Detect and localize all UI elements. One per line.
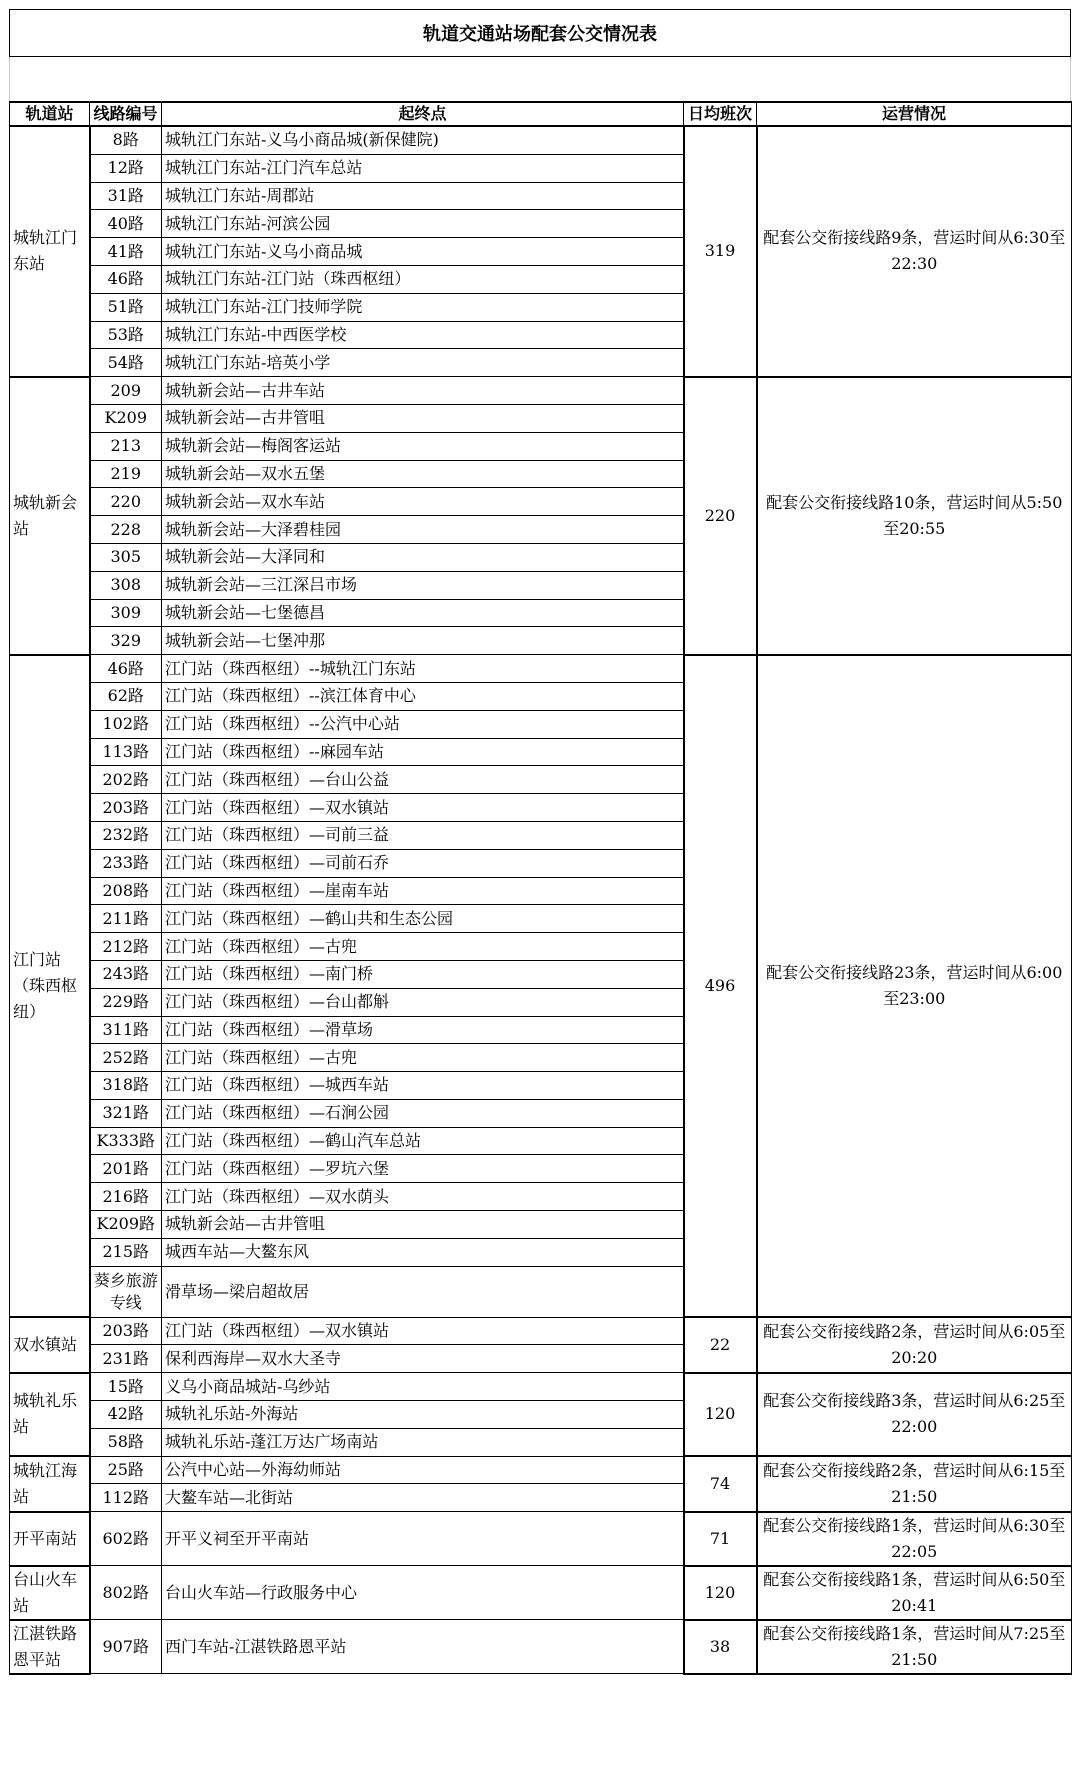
line-number-cell[interactable]: 46路	[90, 655, 162, 683]
header-route: 起终点	[162, 102, 684, 126]
table-row	[10, 655, 1072, 683]
line-number-cell[interactable]: 208路	[90, 877, 162, 905]
line-number-cell[interactable]: 233路	[90, 849, 162, 877]
route-cell[interactable]: 城轨江门东站-江门技师学院	[162, 293, 684, 321]
route-cell[interactable]: 江门站（珠西枢纽）—南门桥	[162, 960, 684, 988]
line-number-cell[interactable]: 211路	[90, 905, 162, 933]
route-cell[interactable]: 城西车站—大鳌东风	[162, 1238, 684, 1266]
daily-trips-cell[interactable]: 496	[684, 655, 757, 1318]
line-number-cell[interactable]: 58路	[90, 1428, 162, 1456]
station-cell[interactable]: 江湛铁路恩平站	[10, 1620, 90, 1674]
line-number-cell[interactable]: 202路	[90, 766, 162, 794]
route-cell[interactable]: 城轨新会站—双水五堡	[162, 460, 684, 488]
line-number-cell[interactable]: K209路	[90, 1211, 162, 1239]
table-row	[10, 1620, 1072, 1674]
route-cell[interactable]: 保利西海岸—双水大圣寺	[162, 1345, 684, 1373]
line-number-cell[interactable]: 602路	[90, 1512, 162, 1566]
bus-table	[9, 101, 1072, 1675]
route-cell[interactable]: 江门站（珠西枢纽）--城轨江门东站	[162, 655, 684, 683]
line-number-cell[interactable]: 25路	[90, 1456, 162, 1484]
line-number-cell[interactable]: 321路	[90, 1099, 162, 1127]
daily-trips-cell[interactable]: 220	[684, 377, 757, 655]
line-number-cell[interactable]: 112路	[90, 1484, 162, 1512]
daily-trips-cell[interactable]: 22	[684, 1317, 757, 1373]
line-number-cell[interactable]: 212路	[90, 933, 162, 961]
line-number-cell[interactable]: 228	[90, 516, 162, 544]
route-cell[interactable]: 江门站（珠西枢纽）—城西车站	[162, 1072, 684, 1100]
operation-cell[interactable]: 配套公交衔接线路2条，营运时间从6:05至20:20	[757, 1317, 1072, 1373]
table-row	[10, 1512, 1072, 1566]
route-cell[interactable]: 江门站（珠西枢纽）—古兜	[162, 933, 684, 961]
table-row	[10, 1566, 1072, 1620]
route-cell[interactable]: 城轨礼乐站-蓬江万达广场南站	[162, 1428, 684, 1456]
route-cell[interactable]: 城轨江门东站-江门汽车总站	[162, 154, 684, 182]
line-number-cell[interactable]: 102路	[90, 710, 162, 738]
route-cell[interactable]: 义乌小商品城站-乌纱站	[162, 1373, 684, 1401]
route-cell[interactable]: 江门站（珠西枢纽）—双水荫头	[162, 1183, 684, 1211]
route-cell[interactable]: 江门站（珠西枢纽）—古兜	[162, 1044, 684, 1072]
table-title: 轨道交通站场配套公交情况表	[9, 9, 1071, 57]
operation-cell[interactable]: 配套公交衔接线路23条，营运时间从6:00至23:00	[757, 655, 1072, 1318]
table-body	[10, 126, 1072, 1674]
spreadsheet	[9, 9, 1071, 1675]
line-number-cell[interactable]: K333路	[90, 1127, 162, 1155]
route-cell[interactable]: 城轨新会站—大泽同和	[162, 543, 684, 571]
line-number-cell[interactable]: 53路	[90, 321, 162, 349]
line-number-cell[interactable]: 41路	[90, 238, 162, 266]
operation-cell[interactable]: 配套公交衔接线路9条，营运时间从6:30至22:30	[757, 126, 1072, 377]
line-number-cell[interactable]: 215路	[90, 1238, 162, 1266]
station-cell[interactable]: 城轨江海站	[10, 1456, 90, 1512]
operation-cell[interactable]: 配套公交衔接线路1条，营运时间从6:50至20:41	[757, 1566, 1072, 1620]
line-number-cell[interactable]: 51路	[90, 293, 162, 321]
line-number-cell[interactable]: 42路	[90, 1401, 162, 1429]
route-cell[interactable]: 城轨江门东站-周郡站	[162, 182, 684, 210]
table-row	[10, 377, 1072, 405]
operation-cell[interactable]: 配套公交衔接线路10条，营运时间从5:50至20:55	[757, 377, 1072, 655]
route-cell[interactable]: 城轨新会站—古井车站	[162, 377, 684, 405]
table-row	[10, 1373, 1072, 1401]
route-cell[interactable]: 江门站（珠西枢纽）—司前石乔	[162, 849, 684, 877]
blank-row	[9, 57, 1071, 101]
route-cell[interactable]: 城轨新会站—七堡德昌	[162, 599, 684, 627]
line-number-cell[interactable]: 229路	[90, 988, 162, 1016]
route-cell[interactable]: 开平义祠至开平南站	[162, 1512, 684, 1566]
header-station: 轨道站	[10, 102, 90, 126]
route-cell[interactable]: 江门站（珠西枢纽）—双水镇站	[162, 794, 684, 822]
station-cell[interactable]: 台山火车站	[10, 1566, 90, 1620]
line-number-cell[interactable]: 203路	[90, 794, 162, 822]
line-number-cell[interactable]: 311路	[90, 1016, 162, 1044]
station-cell[interactable]: 城轨新会站	[10, 377, 90, 655]
line-number-cell[interactable]: 203路	[90, 1317, 162, 1345]
daily-trips-cell[interactable]: 120	[684, 1373, 757, 1456]
station-cell[interactable]: 城轨江门东站	[10, 126, 90, 377]
route-cell[interactable]: 江门站（珠西枢纽）--公汽中心站	[162, 710, 684, 738]
route-cell[interactable]: 城轨新会站—古井管咀	[162, 1211, 684, 1239]
daily-trips-cell[interactable]: 38	[684, 1620, 757, 1674]
route-cell[interactable]: 城轨新会站—古井管咀	[162, 404, 684, 432]
line-number-cell[interactable]: 252路	[90, 1044, 162, 1072]
table-row	[10, 1456, 1072, 1484]
header-operation: 运营情况	[757, 102, 1072, 126]
line-number-cell[interactable]: 46路	[90, 265, 162, 293]
line-number-cell[interactable]: 201路	[90, 1155, 162, 1183]
operation-cell[interactable]: 配套公交衔接线路2条，营运时间从6:15至21:50	[757, 1456, 1072, 1512]
route-cell[interactable]: 西门车站-江湛铁路恩平站	[162, 1620, 684, 1674]
route-cell[interactable]: 城轨新会站—三江深吕市场	[162, 571, 684, 599]
line-number-cell[interactable]: 220	[90, 488, 162, 516]
route-cell[interactable]: 江门站（珠西枢纽）—台山公益	[162, 766, 684, 794]
route-cell[interactable]: 滑草场—梁启超故居	[162, 1266, 684, 1317]
route-cell[interactable]: 城轨江门东站-培英小学	[162, 349, 684, 377]
route-cell[interactable]: 江门站（珠西枢纽）—台山都斛	[162, 988, 684, 1016]
line-number-cell[interactable]: 12路	[90, 154, 162, 182]
route-cell[interactable]: 江门站（珠西枢纽）—司前三益	[162, 821, 684, 849]
line-number-cell[interactable]: 219	[90, 460, 162, 488]
route-cell[interactable]: 城轨江门东站-河滨公园	[162, 210, 684, 238]
route-cell[interactable]: 江门站（珠西枢纽）—鹤山共和生态公园	[162, 905, 684, 933]
route-cell[interactable]: 城轨新会站—大泽碧桂园	[162, 516, 684, 544]
route-cell[interactable]: 公汽中心站—外海幼师站	[162, 1456, 684, 1484]
route-cell[interactable]: 城轨礼乐站-外海站	[162, 1401, 684, 1429]
station-cell[interactable]: 双水镇站	[10, 1317, 90, 1373]
route-cell[interactable]: 江门站（珠西枢纽）--滨江体育中心	[162, 682, 684, 710]
line-number-cell[interactable]: 209	[90, 377, 162, 405]
line-number-cell[interactable]: 216路	[90, 1183, 162, 1211]
station-cell[interactable]: 开平南站	[10, 1512, 90, 1566]
line-number-cell[interactable]: 305	[90, 543, 162, 571]
line-number-cell[interactable]: K209	[90, 404, 162, 432]
route-cell[interactable]: 城轨江门东站-义乌小商品城(新保健院)	[162, 126, 684, 154]
route-cell[interactable]: 城轨新会站—梅阁客运站	[162, 432, 684, 460]
route-cell[interactable]: 江门站（珠西枢纽）—双水镇站	[162, 1317, 684, 1345]
operation-cell[interactable]: 配套公交衔接线路3条，营运时间从6:25至22:00	[757, 1373, 1072, 1456]
header-row	[10, 102, 1072, 126]
route-cell[interactable]: 江门站（珠西枢纽）—鹤山汽车总站	[162, 1127, 684, 1155]
line-number-cell[interactable]: 54路	[90, 349, 162, 377]
line-number-cell[interactable]: 40路	[90, 210, 162, 238]
line-number-cell[interactable]: 329	[90, 627, 162, 655]
line-number-cell[interactable]: 907路	[90, 1620, 162, 1674]
route-cell[interactable]: 江门站（珠西枢纽）--麻园车站	[162, 738, 684, 766]
daily-trips-cell[interactable]: 120	[684, 1566, 757, 1620]
line-number-cell[interactable]: 308	[90, 571, 162, 599]
route-cell[interactable]: 江门站（珠西枢纽）—滑草场	[162, 1016, 684, 1044]
route-cell[interactable]: 江门站（珠西枢纽）—罗坑六堡	[162, 1155, 684, 1183]
header-line-no: 线路编号	[90, 102, 162, 126]
daily-trips-cell[interactable]: 319	[684, 126, 757, 377]
line-number-cell[interactable]: 葵乡旅游专线	[90, 1266, 162, 1317]
station-cell[interactable]: 江门站（珠西枢纽）	[10, 655, 90, 1318]
line-number-cell[interactable]: 113路	[90, 738, 162, 766]
line-number-cell[interactable]: 8路	[90, 126, 162, 154]
route-cell[interactable]: 城轨江门东站-江门站（珠西枢纽）	[162, 265, 684, 293]
line-number-cell[interactable]: 802路	[90, 1566, 162, 1620]
route-cell[interactable]: 城轨江门东站-中西医学校	[162, 321, 684, 349]
operation-cell[interactable]: 配套公交衔接线路1条，营运时间从6:30至22:05	[757, 1512, 1072, 1566]
daily-trips-cell[interactable]: 71	[684, 1512, 757, 1566]
line-number-cell[interactable]: 31路	[90, 182, 162, 210]
line-number-cell[interactable]: 213	[90, 432, 162, 460]
line-number-cell[interactable]: 243路	[90, 960, 162, 988]
line-number-cell[interactable]: 318路	[90, 1072, 162, 1100]
operation-cell[interactable]: 配套公交衔接线路1条，营运时间从7:25至21:50	[757, 1620, 1072, 1674]
header-daily-trips: 日均班次	[684, 102, 757, 126]
route-cell[interactable]: 城轨江门东站-义乌小商品城	[162, 238, 684, 266]
daily-trips-cell[interactable]: 74	[684, 1456, 757, 1512]
route-cell[interactable]: 江门站（珠西枢纽）—崖南车站	[162, 877, 684, 905]
route-cell[interactable]: 江门站（珠西枢纽）—石涧公园	[162, 1099, 684, 1127]
station-cell[interactable]: 城轨礼乐站	[10, 1373, 90, 1456]
line-number-cell[interactable]: 231路	[90, 1345, 162, 1373]
line-number-cell[interactable]: 309	[90, 599, 162, 627]
table-row	[10, 1317, 1072, 1345]
route-cell[interactable]: 城轨新会站—七堡冲那	[162, 627, 684, 655]
table-row	[10, 126, 1072, 154]
line-number-cell[interactable]: 232路	[90, 821, 162, 849]
route-cell[interactable]: 城轨新会站—双水车站	[162, 488, 684, 516]
route-cell[interactable]: 大鳌车站—北街站	[162, 1484, 684, 1512]
line-number-cell[interactable]: 15路	[90, 1373, 162, 1401]
line-number-cell[interactable]: 62路	[90, 682, 162, 710]
route-cell[interactable]: 台山火车站—行政服务中心	[162, 1566, 684, 1620]
